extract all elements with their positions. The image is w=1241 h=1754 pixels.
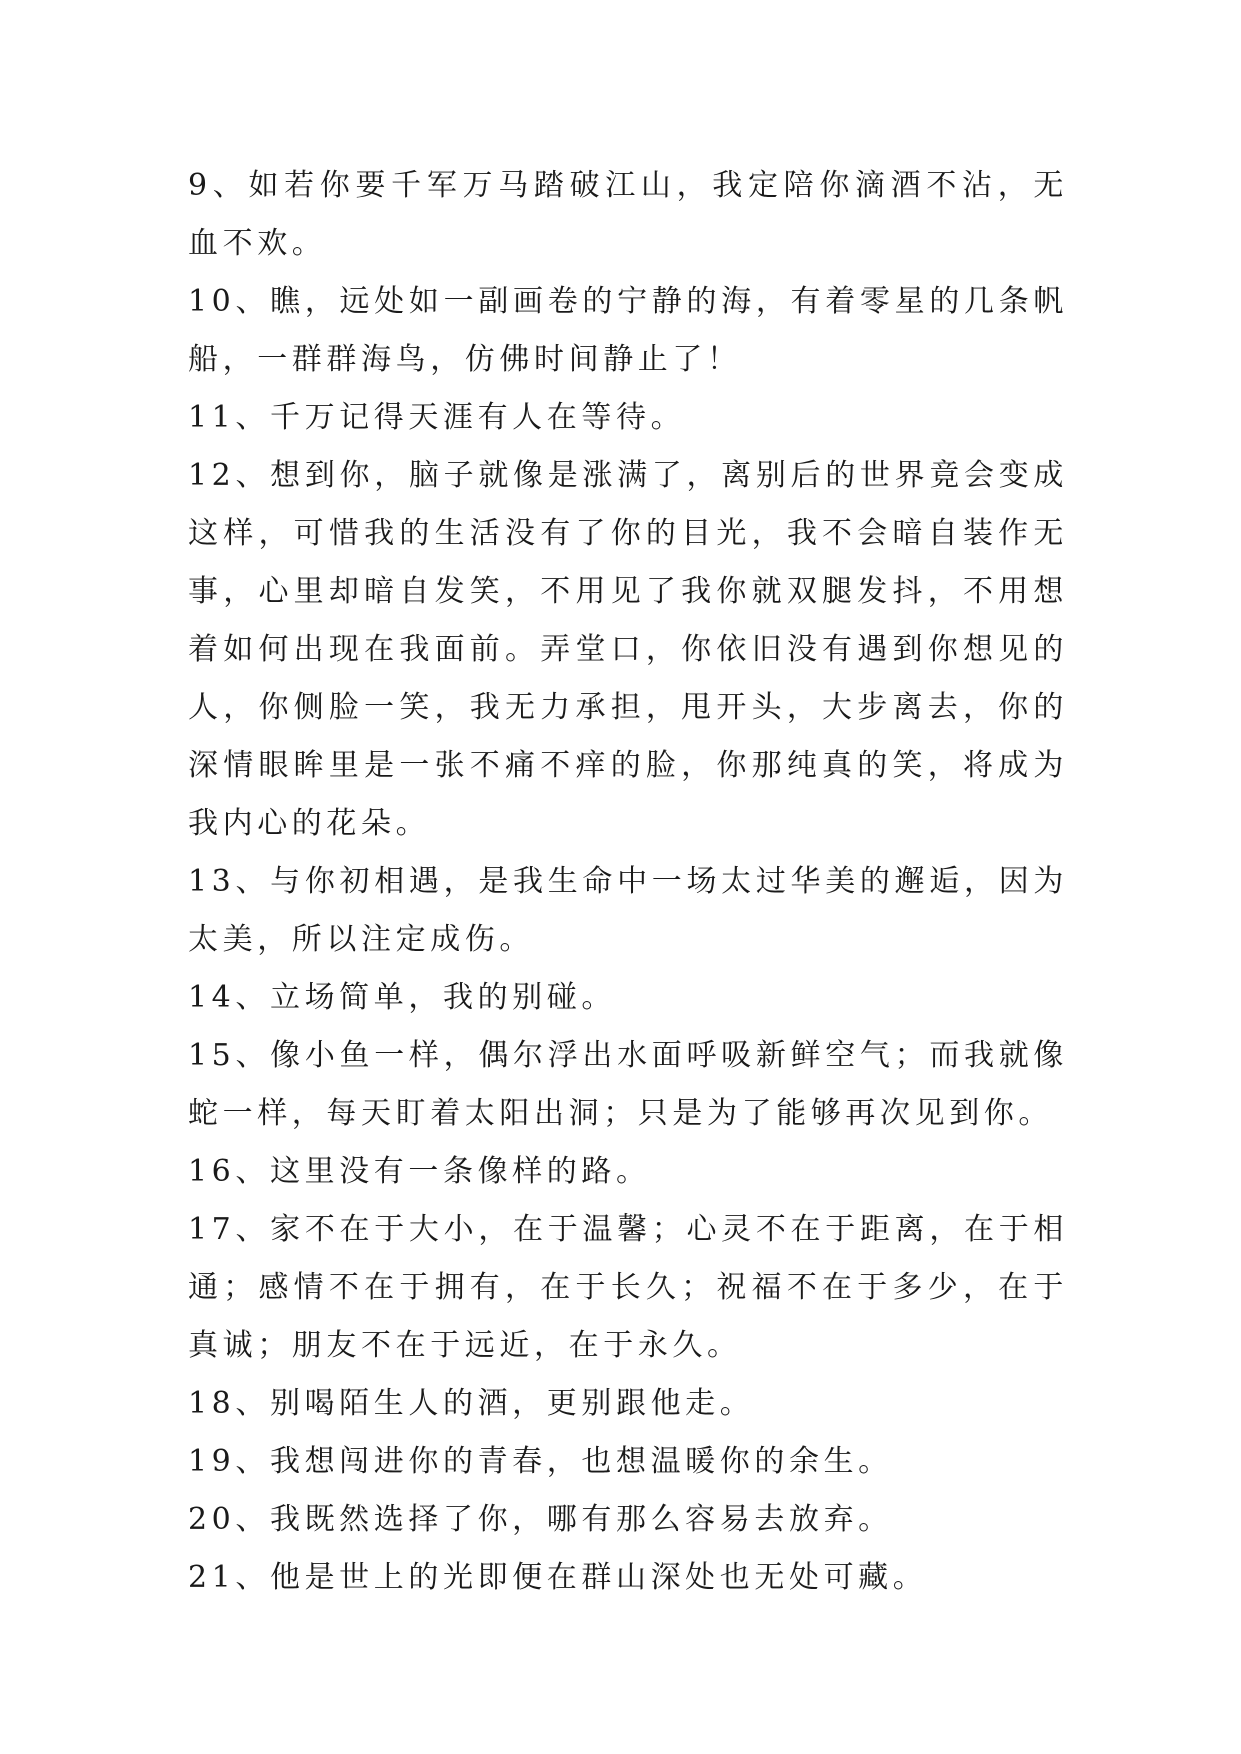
paragraph-16: 16、这里没有一条像样的路。 bbox=[188, 1154, 651, 1189]
paragraph-13: 13、与你初相遇，是我生命中一场太过华美的邂逅，因为太美，所以注定成伤。 bbox=[188, 864, 1068, 957]
paragraph-15: 15、像小鱼一样，偶尔浮出水面呼吸新鲜空气；而我就像蛇一样，每天盯着太阳出洞；只是为了能够再次见到你。 bbox=[188, 1038, 1068, 1131]
paragraph-11: 11、千万记得天涯有人在等待。 bbox=[188, 400, 686, 435]
document-body bbox=[188, 157, 1068, 1607]
paragraph-20: 20、我既然选择了你，哪有那么容易去放弃。 bbox=[188, 1502, 893, 1537]
paragraph-10: 10、瞧，远处如一副画卷的宁静的海，有着零星的几条帆船，一群群海鸟，仿佛时间静止了！ bbox=[188, 284, 1068, 377]
paragraph-17: 17、家不在于大小，在于温馨；心灵不在于距离，在于相通；感情不在于拥有，在于长久；祝福不在于多少，在于真诚；朋友不在于远近，在于永久。 bbox=[188, 1212, 1068, 1363]
paragraph-21: 21、他是世上的光即便在群山深处也无处可藏。 bbox=[188, 1560, 928, 1595]
paragraph-14: 14、立场简单，我的别碰。 bbox=[188, 980, 616, 1015]
paragraph-18: 18、别喝陌生人的酒，更别跟他走。 bbox=[188, 1386, 755, 1421]
paragraph-12: 12、想到你，脑子就像是涨满了，离别后的世界竟会变成这样，可惜我的生活没有了你的目光，我不会暗自装作无事，心里却暗自发笑，不用见了我你就双腿发抖，不用想着如何出现在我面前。弄堂口，你依旧没有遇到你想见的人，你侧脸一笑，我无力承担，甩开头，大步离去，你的深情眼眸里是一张不痛不痒的脸，你那纯真的笑，将成为我内心的花朵。 bbox=[188, 458, 1068, 841]
paragraph-19: 19、我想闯进你的青春，也想温暖你的余生。 bbox=[188, 1444, 893, 1479]
paragraph-9: 9、如若你要千军万马踏破江山，我定陪你滴酒不沾，无血不欢。 bbox=[188, 168, 1068, 261]
